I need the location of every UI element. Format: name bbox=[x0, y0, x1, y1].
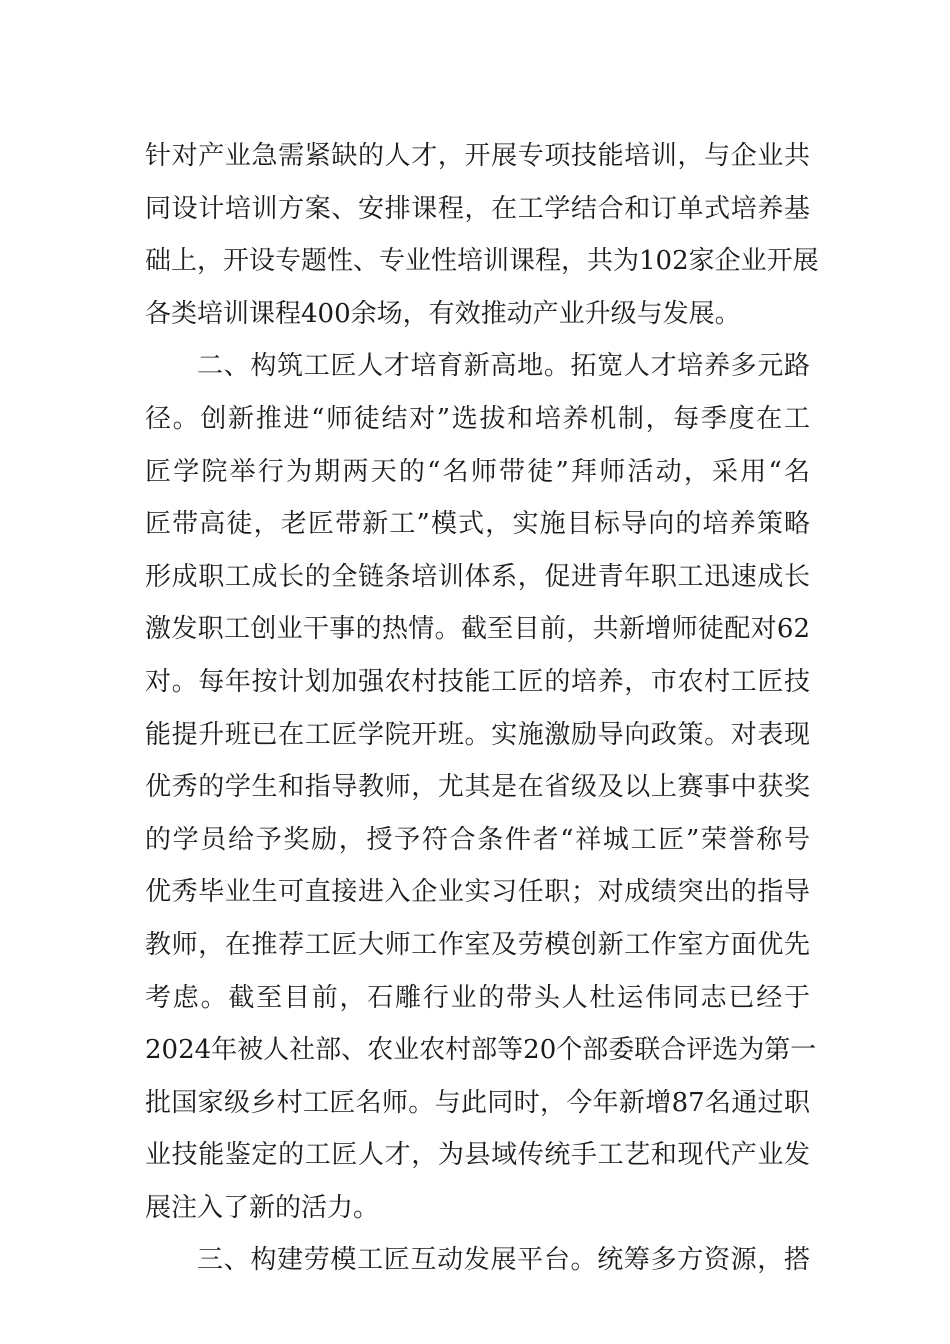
document-body bbox=[145, 130, 819, 1287]
text-line: 匠学院举行为期两天的“名师带徒”拜师活动，采用“名 bbox=[145, 456, 810, 487]
text-line: 径。创新推进“师徒结对”选拔和培养机制，每季度在工 bbox=[145, 403, 810, 434]
text-line: 二、构筑工匠人才培育新高地。拓宽人才培养多元路 bbox=[197, 351, 810, 382]
text-line: 教师，在推荐工匠大师工作室及劳模创新工作室方面优先 bbox=[145, 929, 810, 960]
text-line: 三、构建劳模工匠互动发展平台。统筹多方资源，搭 bbox=[197, 1245, 810, 1276]
text-line: 针对产业急需紧缺的人才，开展专项技能培训，与企业共 bbox=[145, 141, 810, 171]
text-line: 能提升班已在工匠学院开班。实施激励导向政策。对表现 bbox=[145, 719, 810, 750]
text-line: 批国家级乡村工匠名师。与此同时，今年新增87名通过职 bbox=[145, 1087, 810, 1118]
text-line: 业技能鉴定的工匠人才，为县域传统手工艺和现代产业发 bbox=[145, 1140, 810, 1171]
text-line: 形成职工成长的全链条培训体系，促进青年职工迅速成长 bbox=[145, 561, 810, 592]
text-line: 匠带高徒，老匠带新工”模式，实施目标导向的培养策略 bbox=[145, 509, 810, 540]
text-line: 优秀的学生和指导教师，尤其是在省级及以上赛事中获奖 bbox=[145, 772, 810, 803]
text-line: 对。每年按计划加强农村技能工匠的培养，市农村工匠技 bbox=[145, 666, 810, 697]
text-line: 考虑。截至目前，石雕行业的带头人杜运伟同志已经于 bbox=[145, 982, 810, 1013]
text-line: 优秀毕业生可直接进入企业实习任职；对成绩突出的指导 bbox=[145, 877, 810, 908]
text-line: 础上，开设专题性、专业性培训课程，共为102家企业开展 bbox=[145, 246, 819, 277]
text-line: 同设计培训方案、安排课程，在工学结合和订单式培养基 bbox=[145, 193, 810, 224]
text-line: 激发职工创业干事的热情。截至目前，共新增师徒配对62 bbox=[145, 614, 810, 645]
text-line: 的学员给予奖励，授予符合条件者“祥城工匠”荣誉称号 bbox=[145, 824, 810, 855]
text-line: 2024年被人社部、农业农村部等20个部委联合评选为第一 bbox=[145, 1035, 817, 1066]
text-line: 各类培训课程400余场，有效推动产业升级与发展。 bbox=[145, 298, 741, 329]
text-line: 展注入了新的活力。 bbox=[145, 1192, 380, 1223]
